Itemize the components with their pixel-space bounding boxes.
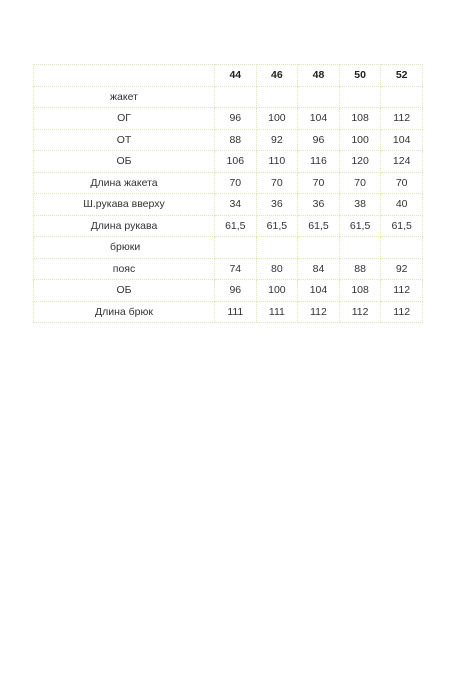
measurement-label: Длина брюк <box>34 301 215 323</box>
measurement-value: 111 <box>256 301 298 323</box>
measurement-label: ОБ <box>34 280 215 302</box>
table-row <box>34 215 423 237</box>
measurement-value: 112 <box>381 108 423 130</box>
measurement-value: 92 <box>381 258 423 280</box>
measurement-value: 106 <box>215 151 257 173</box>
measurement-value: 88 <box>339 258 381 280</box>
measurement-value: 112 <box>298 301 340 323</box>
table-row <box>34 129 423 151</box>
header-row <box>34 65 423 87</box>
measurement-value: 124 <box>381 151 423 173</box>
measurement-value: 112 <box>381 280 423 302</box>
measurement-label: Длина рукава <box>34 215 215 237</box>
measurement-value <box>381 86 423 108</box>
measurement-value: 108 <box>339 108 381 130</box>
measurement-value: 92 <box>256 129 298 151</box>
measurement-value: 61,5 <box>339 215 381 237</box>
measurement-value <box>298 86 340 108</box>
measurement-value: 100 <box>256 108 298 130</box>
measurement-value: 40 <box>381 194 423 216</box>
measurement-value: 104 <box>381 129 423 151</box>
measurement-value: 38 <box>339 194 381 216</box>
measurement-value: 110 <box>256 151 298 173</box>
measurement-value <box>298 237 340 259</box>
section-row <box>34 237 423 259</box>
measurement-value: 104 <box>298 280 340 302</box>
measurement-value: 36 <box>256 194 298 216</box>
measurement-value: 70 <box>339 172 381 194</box>
measurement-value: 96 <box>298 129 340 151</box>
measurement-value: 116 <box>298 151 340 173</box>
measurement-value <box>381 237 423 259</box>
section-label: брюки <box>34 237 215 259</box>
measurement-value: 80 <box>256 258 298 280</box>
measurement-value: 88 <box>215 129 257 151</box>
measurement-label: ОТ <box>34 129 215 151</box>
measurement-value <box>339 237 381 259</box>
table-row <box>34 194 423 216</box>
measurement-value: 61,5 <box>256 215 298 237</box>
measurement-value <box>256 86 298 108</box>
measurement-value: 112 <box>381 301 423 323</box>
measurement-value: 84 <box>298 258 340 280</box>
measurement-label: ОГ <box>34 108 215 130</box>
section-row <box>34 86 423 108</box>
section-label: жакет <box>34 86 215 108</box>
measurement-value: 100 <box>256 280 298 302</box>
table-row <box>34 172 423 194</box>
measurement-value: 96 <box>215 280 257 302</box>
measurement-value: 61,5 <box>298 215 340 237</box>
measurement-value <box>339 86 381 108</box>
header-cell-size: 50 <box>339 65 381 87</box>
table-row <box>34 301 423 323</box>
measurement-value: 100 <box>339 129 381 151</box>
measurement-value: 120 <box>339 151 381 173</box>
header-cell-label <box>34 65 215 87</box>
measurement-value: 112 <box>339 301 381 323</box>
measurement-value: 61,5 <box>381 215 423 237</box>
measurement-value: 34 <box>215 194 257 216</box>
header-cell-size: 48 <box>298 65 340 87</box>
measurement-value: 61,5 <box>215 215 257 237</box>
measurement-value <box>256 237 298 259</box>
header-cell-size: 46 <box>256 65 298 87</box>
measurement-value: 36 <box>298 194 340 216</box>
measurement-value: 108 <box>339 280 381 302</box>
measurement-value <box>215 237 257 259</box>
measurement-value: 70 <box>298 172 340 194</box>
table-row <box>34 280 423 302</box>
measurement-value: 74 <box>215 258 257 280</box>
table-row <box>34 258 423 280</box>
measurement-value: 70 <box>215 172 257 194</box>
measurement-value: 104 <box>298 108 340 130</box>
measurement-label: ОБ <box>34 151 215 173</box>
table-row <box>34 151 423 173</box>
size-chart-table <box>33 64 423 323</box>
measurement-value: 70 <box>381 172 423 194</box>
measurement-value: 96 <box>215 108 257 130</box>
measurement-label: Длина жакета <box>34 172 215 194</box>
measurement-label: Ш.рукава вверху <box>34 194 215 216</box>
size-chart-body <box>34 65 423 323</box>
header-cell-size: 52 <box>381 65 423 87</box>
measurement-label: пояс <box>34 258 215 280</box>
header-cell-size: 44 <box>215 65 257 87</box>
measurement-value: 70 <box>256 172 298 194</box>
measurement-value <box>215 86 257 108</box>
table-row <box>34 108 423 130</box>
measurement-value: 111 <box>215 301 257 323</box>
